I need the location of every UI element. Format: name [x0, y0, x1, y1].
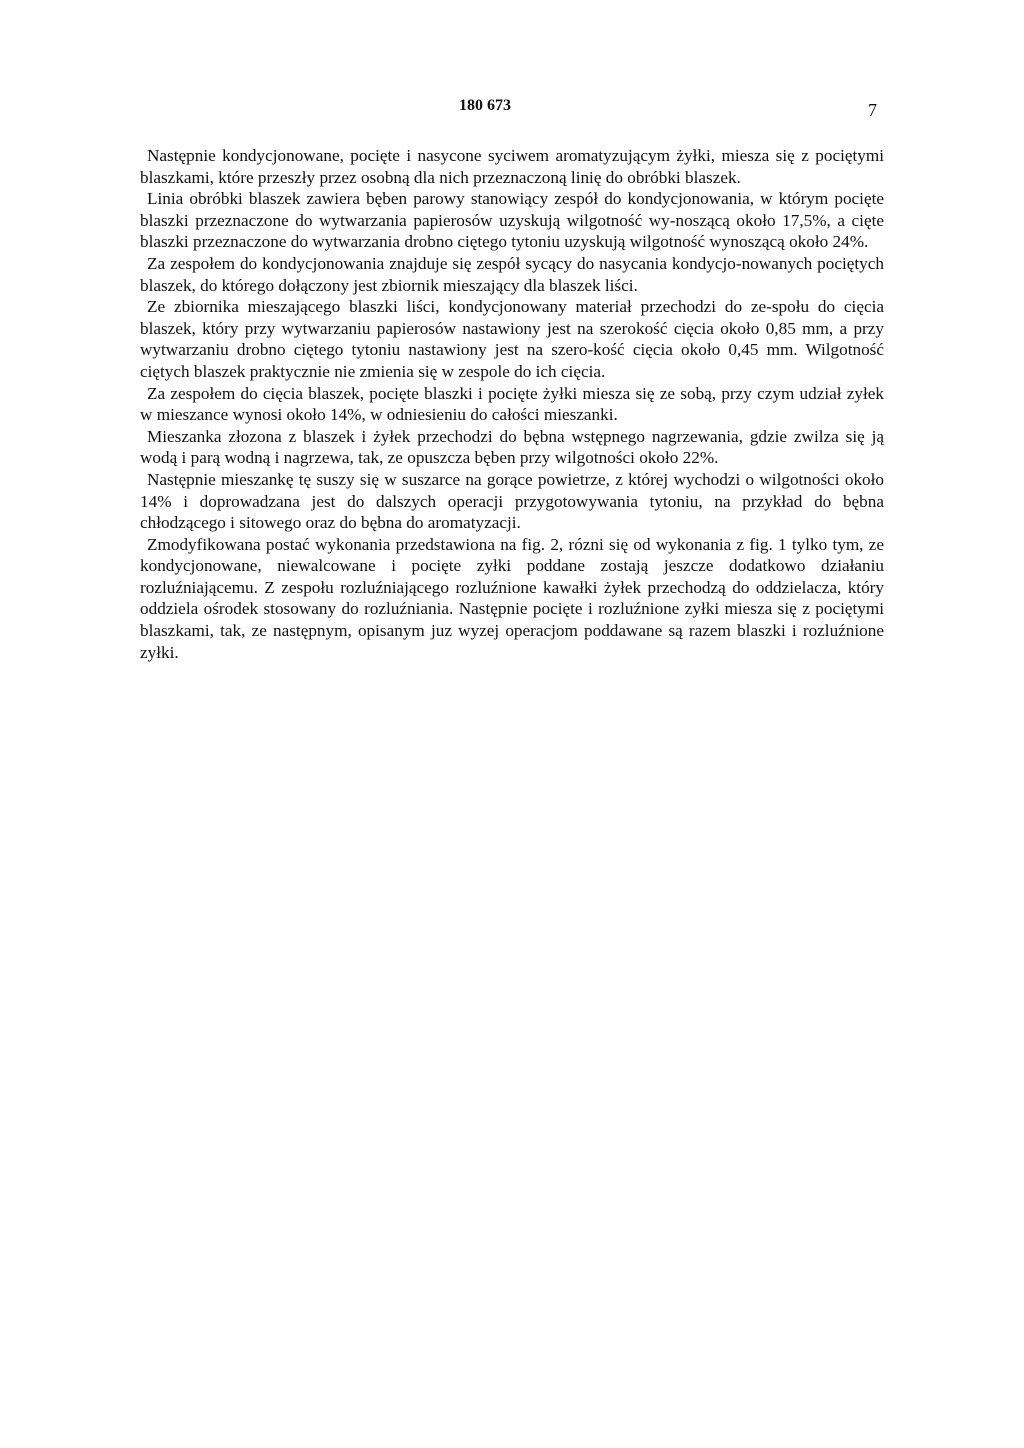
page-header	[0, 96, 1024, 120]
paragraph: Zmodyfikowana postać wykonania przedstawiona na fig. 2, rózni się od wykonania z fig. 1 tylko tym, ze kondycjonowane, niewalcowane i pocięte zyłki poddane zostają jeszcze dodatkowo działaniu rozluźniającemu. Z zespołu rozluźniającego rozluźnione kawałki żyłek przechodzą do oddzielacza, który oddziela ośrodek stosowany do rozluźniania. Następnie pocięte i rozluźnione zyłki miesza się z pociętymi blaszkami, tak, ze następnym, opisanym juz wyzej operacjom poddawane są razem blaszki i rozluźnione zyłki.	[140, 534, 884, 662]
paragraph: Następnie kondycjonowane, pocięte i nasycone syciwem aromatyzującym żyłki, miesza się z pociętymi blaszkami, które przeszły przez osobną dla nich przeznaczoną linię do obróbki blaszek.	[140, 146, 884, 187]
paragraph: Za zespołem do cięcia blaszek, pocięte blaszki i pocięte żyłki miesza się ze sobą, przy czym udział zyłek w mieszance wynosi około 14%, w odniesieniu do całości mieszanki.	[140, 383, 884, 425]
paragraph: Ze zbiornika mieszającego blaszki liści, kondycjonowany materiał przechodzi do ze-społu do cięcia blaszek, który przy wytwarzaniu papierosów nastawiony jest na szerokość cięcia około 0,85 mm, a przy wytwarzaniu drobno ciętego tytoniu nastawiony jest na szero-kość cięcia około 0,45 mm. Wilgotność ciętych blaszek praktycznie nie zmienia się w zespole do ich cięcia.	[140, 297, 884, 381]
paragraph: Za zespołem do kondycjonowania znajduje się zespół sycący do nasycania kondycjo-nowanych pociętych blaszek, do którego dołączony jest zbiornik mieszający dla blaszek liści.	[140, 253, 884, 295]
paragraph: Następnie mieszankę tę suszy się w suszarce na gorące powietrze, z której wychodzi o wilgotności około 14% i doprowadzana jest do dalszych operacji przygotowywania tytoniu, na przykład do bębna chłodzącego i sitowego oraz do bębna do aromatyzacji.	[140, 469, 884, 533]
body-text	[140, 145, 884, 663]
paragraph: Linia obróbki blaszek zawiera bęben parowy stanowiący zespół do kondycjonowania, w którym pocięte blaszki przeznaczone do wytwarzania papierosów uzyskują wilgotność wy-noszącą około 17,5%, a cięte blaszki przeznaczone do wytwarzania drobno ciętego tytoniu uzyskują wilgotność wynoszącą około 24%.	[140, 189, 884, 252]
page-number: 7	[868, 100, 877, 120]
paragraph: Mieszanka złozona z blaszek i żyłek przechodzi do bębna wstępnego nagrzewania, gdzie zwilza się ją wodą i parą wodną i nagrzewa, tak, ze opuszcza bęben przy wilgotności około 22%.	[140, 426, 884, 468]
document-number: 180 673	[459, 97, 511, 114]
